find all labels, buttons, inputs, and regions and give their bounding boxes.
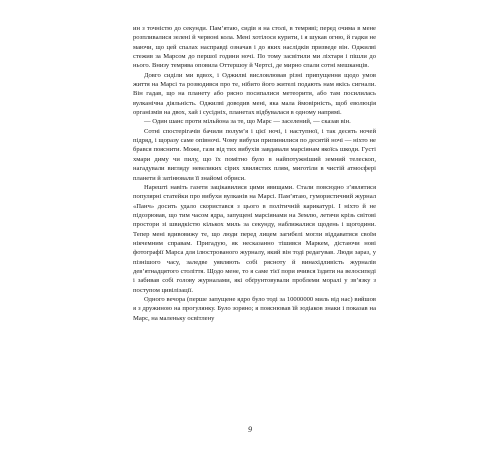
body-text	[133, 24, 376, 323]
page-number: 9	[248, 425, 252, 434]
paragraph: Сотні спостерігачів бачили полум’я і цієї ночі, і наступної, і так десять ночей підряд, і щоразу саме опівночі. Чому вибухи припинилися по десятій ночі — ніхто не брався пояснити. Може, гази від тих вибухів завдавали марсіянам якоїсь шкоди. Густі хмари диму чи пилу, що їх помітно було в найпотужніший земний телескоп, нагадували вигляду невеликих сірих хвилястих плям, миготіли в чистій атмосфері планети й затінювали її знайомі обриси.	[133, 127, 376, 182]
paragraph: Нарешті навіть газети зацікавилися цими явищами. Стали повсюдно з’являтися популярні статейки про вибухи вулканів на Марсі. Пам’ятаю, гумористичний журнал «Панч» досить удало скористався з цього в політичній карикатурі. І ніхто й не підозрював, що тим часом ядра, запущені марсіянами на Землю, летячи крізь світові простори зі швидкістю кількох миль за секунду, наближалися щодень і щогодини. Тепер мені вдивовижу те, що люди перед лицем загибелі могли віддаватися своїм нікчемним справам. Пригадую, як несказанно тішився Маркем, дістаючи нові фотографії Марса для ілюстрованого журналу, який він тоді редагував. Люди зараз, у пізнішого часу, заледве уявляють собі рясноту й винахідливість журналів дев’ятнадцятого століття. Щодо мене, то я саме тієї пори вчився їздити на велосипеді і забивав собі голову журналами, які обґрунтовували проблеми моралі у зв’язку з поступом цивілізації.	[133, 183, 376, 294]
paragraph: Одного вечора (перше запущене ядро було тоді за 10000000 миль від нас) вийшов я з дружиною на прогулянку. Було зоряно; я пояснював їй зодіаков знаки і показав на Марс, на маленьку освітлену	[133, 295, 376, 322]
paragraph: — Один шанс проти мільйона за те, що Марс — заселений, — сказав він.	[144, 118, 351, 126]
paragraph: ин з точністю до секунди. Пам’ятаю, сидів я на столі, в темряві; перед очима в мене розпливалися зелені й червоні кола. Мені хотілося курити, і я шукав огню, й гадки не маючи, що цей спалах насправді означав і до яких наслідків призведе він. Оджилві стежив за Марсом до першої години ночі. По тому засвітили ми ліхтаря і пішли до нього. Внизу темрява оповила Оттершоу й Чертсі, де мирно спали сотні мешканців.	[133, 25, 376, 70]
paragraph: Довго сиділи ми вдвох, і Оджилві висловлював різні припущення щодо умов життя на Марсі та розводився про те, нібито його жителі подають нам якісь сигнали. Він гадав, що на планету або рясно посипалися метеорити, або там посилилась вулканічна діяльність. Оджилві доводив мені, яка мала ймовірність, щоб еволюція організмів на двох, хай і сусідніх, планетах відбувалася в одному напрямі.	[133, 71, 376, 117]
